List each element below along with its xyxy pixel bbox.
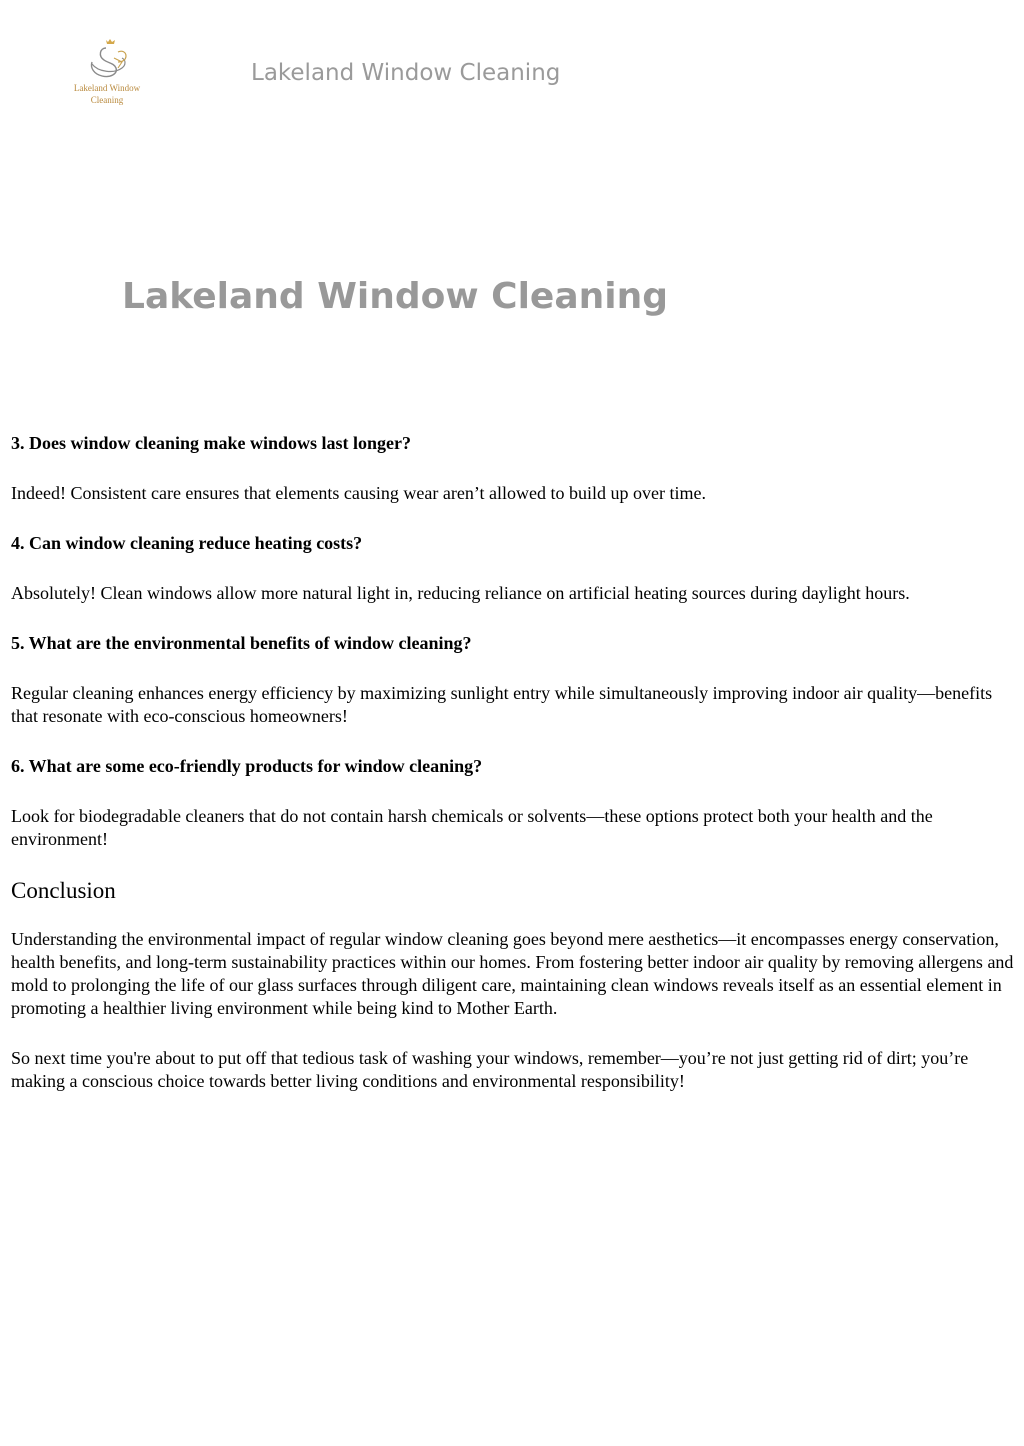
conclusion-paragraph: Understanding the environmental impact of regular window cleaning goes beyond mere aesthetics—it encompasses energy conservation, health benefits, and long-term sustainability practices within our homes. From fostering better indoor air quality by removing allergens and mold to prolonging the life of our glass surfaces through diligent care, maintaining clean windows reveals itself as an essential element in promoting a healthier living environment while being kind to Mother Earth. [11,929,1014,1018]
faq-answer: Look for biodegradable cleaners that do not contain harsh chemicals or solvents—these options protect both your health and the environment! [11,806,933,849]
faq-question: 4. Can window cleaning reduce heating costs? [11,533,363,553]
faq-answer: Absolutely! Clean windows allow more natural light in, reducing reliance on artificial heating sources during daylight hours. [11,583,910,603]
logo-wordmark [62,82,152,106]
site-logo[interactable] [62,38,152,110]
faq-question: 3. Does window cleaning make windows last longer? [11,433,412,453]
logo-text-line1: Lakeland Window [73,83,141,93]
swan-logo-icon [78,38,136,82]
article-content [11,432,1014,1120]
conclusion-heading: Conclusion [11,878,116,903]
faq-answer: Indeed! Consistent care ensures that elements causing wear aren’t allowed to build up over time. [11,483,706,503]
logo-text-line2: Cleaning [90,95,124,105]
faq-answer: Regular cleaning enhances energy efficiency by maximizing sunlight entry while simultaneously improving indoor air quality—benefits that resonate with eco-conscious homeowners! [11,683,993,726]
header-site-title[interactable]: Lakeland Window Cleaning [251,60,561,86]
page-title: Lakeland Window Cleaning [122,276,668,317]
faq-question: 6. What are some eco-friendly products for window cleaning? [11,756,483,776]
conclusion-paragraph: So next time you're about to put off that tedious task of washing your windows, remember—you’re not just getting rid of dirt; you’re making a conscious choice towards better living conditions and environmental responsibility! [11,1048,969,1091]
faq-question: 5. What are the environmental benefits of window cleaning? [11,633,472,653]
